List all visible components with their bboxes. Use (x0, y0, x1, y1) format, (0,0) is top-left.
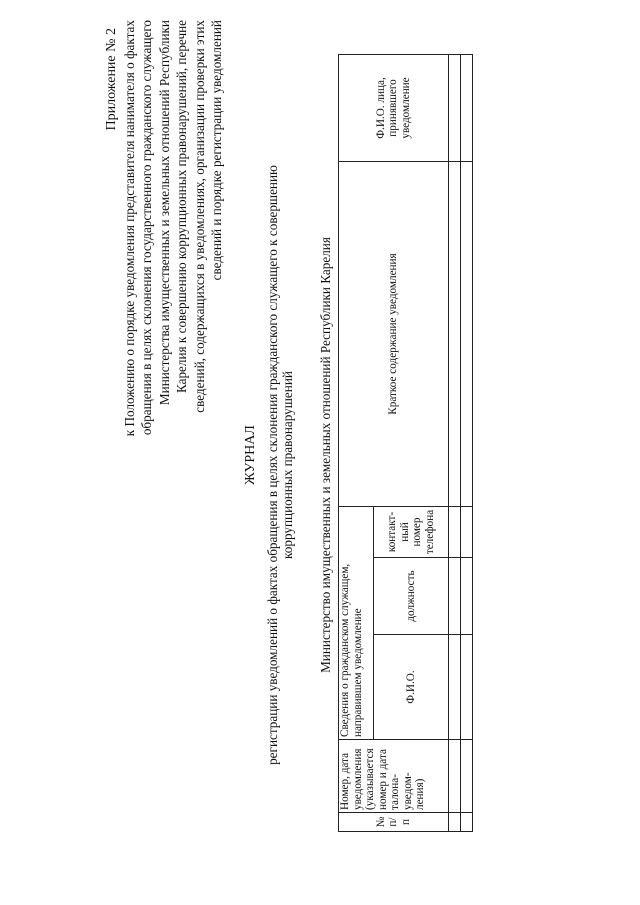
appendix-title: Приложение № 2 (104, 28, 119, 131)
regulation-line: сведений и порядке регистрации уведомлений (209, 20, 225, 281)
table-cell (449, 813, 461, 832)
regulation-line: к Положению о порядке уведомления представителя нанимателя о фактах (122, 20, 137, 437)
regulation-line: обращения в целях склонения государственного гражданского служащего (139, 20, 155, 436)
header-number: № п/п (339, 813, 449, 832)
table-cell (461, 635, 473, 740)
table-cell (461, 162, 473, 507)
table-cell (461, 507, 473, 558)
ministry-name: Министерство имущественных и земельных отношений Республики Карелия (318, 237, 333, 673)
table-row (449, 55, 461, 832)
table-cell (449, 55, 461, 162)
table-cell (461, 740, 473, 813)
header-summary: Краткое содержание уведомления (339, 162, 449, 507)
table-cell (449, 558, 461, 635)
table-cell (449, 740, 461, 813)
table-cell (461, 558, 473, 635)
header-full-name: Ф.И.О. (374, 635, 449, 740)
table-cell (461, 55, 473, 162)
regulation-reference (121, 20, 225, 905)
header-phone: контакт-ный номер телефона (374, 507, 449, 558)
table-cell (449, 162, 461, 507)
regulation-line: Министерства имущественных и земельных отношений Республики (156, 20, 172, 406)
table-cell (449, 507, 461, 558)
header-registration: Номер, дата уведомления (указывается номер и дата талона-уведом-ления) (339, 740, 449, 813)
table-cell (461, 813, 473, 832)
regulation-line: сведений, содержащихся в уведомлениях, организации проверки этих (191, 20, 207, 413)
subtitle-line: коррупционных правонарушений (280, 371, 295, 559)
regulation-line: Карелия к совершению коррупционных правонарушений, перечне (174, 20, 190, 394)
header-receiver: Ф.И.О. лица, принявшего уведомление (339, 55, 449, 162)
table-cell (449, 635, 461, 740)
journal-subtitle (265, 25, 295, 905)
table-row (461, 55, 473, 832)
header-servant-info: Сведения о гражданском служащем, направившем уведомление (339, 507, 374, 740)
table-header-row (339, 55, 374, 832)
header-position: должность (374, 558, 449, 635)
subtitle-line: регистрации уведомлений о фактах обращения в целях склонения гражданского служащего к совершению (265, 165, 280, 765)
journal-table (338, 54, 473, 832)
journal-heading: ЖУРНАЛ (243, 425, 258, 485)
